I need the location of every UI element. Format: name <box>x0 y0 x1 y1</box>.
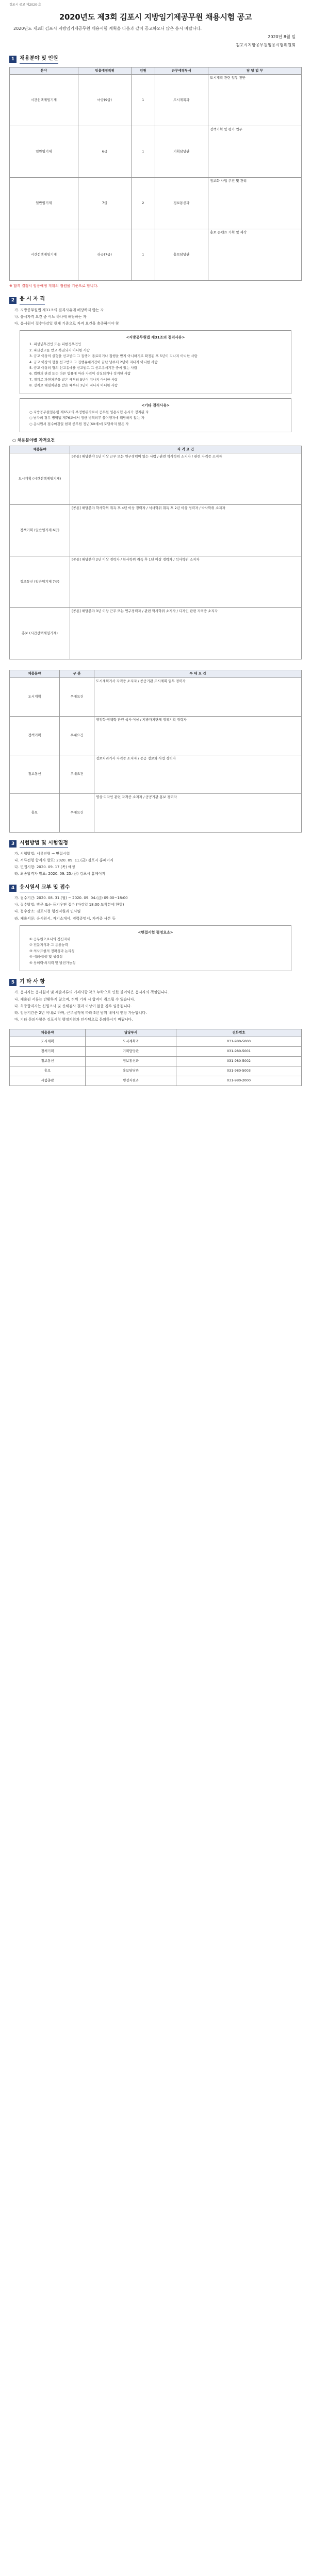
section-2-title: 응 시 자 격 <box>20 296 45 304</box>
cell: 일반임기제 <box>10 126 78 178</box>
box-title: <지방공무원법 제31조의 결격사유> <box>126 335 185 340</box>
cell: 도시계획과 <box>86 1037 176 1046</box>
cell: 홍보 (시간선택제임기제) <box>10 608 70 659</box>
s3-line: 다. 면접시험: 2020. 09. 17.(목) 예정 <box>14 865 75 870</box>
positions-table <box>9 67 302 281</box>
s4-line: 라. 제출서류: 응시원서, 자기소개서, 경력증명서, 자격증 사본 등 <box>14 916 116 921</box>
doc-date: 2020년 8월 일 <box>268 35 296 40</box>
s5-line: 가. 응시자는 응시원서 및 제출서류의 기재사항 착오·누락으로 인한 불이익은 응시자의 책임입니다. <box>14 990 169 995</box>
table-row <box>10 793 302 832</box>
th-pref: 우 대 요 건 <box>94 670 302 677</box>
requirements-caption: ○ 채용분야별 자격요건 <box>12 438 55 443</box>
cell: 라급(7급) <box>78 229 132 281</box>
table-row <box>10 229 302 281</box>
cell: 정책기획 <box>10 1046 86 1056</box>
th-position: 임용예정직위 <box>78 67 132 74</box>
box-line: ② 전문지식과 그 응용능력 <box>29 943 68 947</box>
th-pref-kind: 구 분 <box>60 670 94 677</box>
cell: 홍보 콘텐츠 기획 및 제작 <box>208 229 302 281</box>
section-4-title: 응시원서 교부 및 접수 <box>20 884 70 893</box>
cell: 정책기획 및 평가 업무 <box>208 126 302 178</box>
cell: 홍보 <box>10 793 60 832</box>
note-1: ※ 합격 결정시 임용예정 직위의 정원을 기준으로 합니다. <box>9 284 99 289</box>
section-4-head <box>9 884 302 893</box>
para-2: 나. 응시자격 요건 중 어느 하나에 해당하는 자 <box>14 314 87 319</box>
box-line: ○ 남자의 경우 병역법 제76조에서 정한 병역의무 불이행자에 해당하지 않는 자 <box>29 416 144 420</box>
cell: 1 <box>132 229 155 281</box>
table-row <box>10 178 302 229</box>
box-title: <기타 결격사유> <box>141 403 170 408</box>
cell: 기획담당관 <box>155 126 208 178</box>
box-line: ⑤ 창의력·의지력 및 발전가능성 <box>29 960 76 965</box>
table-row <box>10 1046 302 1056</box>
table-row <box>10 716 302 755</box>
cell: 시험총괄 <box>10 1076 86 1086</box>
section-5-title: 기 타 사 항 <box>20 978 45 987</box>
section-2-head <box>9 296 302 304</box>
s5-line: 다. 최종합격자는 신원조사 및 신체검사 결과 이상이 없을 경우 임용됩니다. <box>14 1004 132 1008</box>
box-line: ○ 응시원서 접수마감일 현재 공무원 정년(60세)에 도달하지 않은 자 <box>29 421 129 426</box>
cell: 홍보 <box>10 1066 86 1076</box>
cell: 031-980-5000 <box>176 1037 302 1046</box>
contact-table <box>9 1029 302 1086</box>
s3-line: 나. 서류전형 합격자 발표: 2020. 09. 11.(금) 김포시 홈페이지 <box>14 858 113 863</box>
disqualification-box <box>20 330 291 394</box>
section-1-number: 1 <box>9 56 17 63</box>
cell: 마급(9급) <box>78 75 132 126</box>
cell: 정책기획 <box>10 716 60 755</box>
cell: 정보통신 <box>10 1056 86 1066</box>
cell: 031-980-5003 <box>176 1066 302 1076</box>
doc-intro: 2020년도 제3회 김포시 지방임기제공무원 채용시험 계획을 다음과 같이 공고하오니 많은 응시 바랍니다. <box>13 26 202 31</box>
cell: 2 <box>132 178 155 229</box>
cell: 우대요건 <box>60 677 94 716</box>
box-line: ④ 예의·품행 및 성실성 <box>29 955 63 959</box>
cell: 우대요건 <box>60 793 94 832</box>
table-row <box>10 556 302 608</box>
cell: [공통] 해당분야 1년 이상 근무 또는 연구경력이 있는 사람 / 관련 학사학위 소지자 / 관련 자격증 소지자 <box>70 453 302 505</box>
box-line: ○ 지방공무원임용령 제65조의 부정행위자로서 공무원 임용시험 응시가 정지된 자 <box>29 410 149 414</box>
box-title: <면접시험 평정요소> <box>138 930 173 935</box>
cell: [공통] 해당분야 학사학위 취득 후 4년 이상 경력자 / 석사학위 취득 후 2년 이상 경력자 / 박사학위 소지자 <box>70 505 302 556</box>
th-contact-dept: 담당부서 <box>86 1029 176 1037</box>
cell: 정보통신과 <box>86 1056 176 1066</box>
table-row <box>10 126 302 178</box>
table-row <box>10 608 302 659</box>
cell: 시간선택제임기제 <box>10 229 78 281</box>
cell: 도시계획 관련 업무 전반 <box>208 75 302 126</box>
table-row <box>10 1066 302 1076</box>
cell: 행정학·정책학 관련 석사 이상 / 지방자치단체 정책기획 경력자 <box>94 716 302 755</box>
section-2-number: 2 <box>9 297 17 304</box>
table-row <box>10 677 302 716</box>
cell: 영상·디자인 관련 자격증 소지자 / 공공기관 홍보 경력자 <box>94 793 302 832</box>
cell: 정보처리기사 자격증 소지자 / 공공 정보화 사업 경력자 <box>94 755 302 793</box>
cell: 도시계획 <box>10 677 60 716</box>
para-1: 가. 지방공무원법 제31조의 결격사유에 해당하지 않는 자 <box>14 308 104 312</box>
s5-line: 라. 임용기간은 2년 이내로 하며, 근무실적에 따라 5년 범위 내에서 연장 가능합니다. <box>14 1010 147 1015</box>
cell: 도시계획과 <box>155 75 208 126</box>
preference-table <box>9 670 302 832</box>
table-row <box>10 505 302 556</box>
s4-line: 나. 접수방법: 방문 또는 등기우편 접수 (마감일 18:00 도착분에 한함) <box>14 903 124 907</box>
s4-line: 가. 접수기간: 2020. 08. 31.(월) ~ 2020. 09. 04.(금) 09:00~18:00 <box>14 896 128 901</box>
s3-line: 가. 시험방법: 서류전형 → 면접시험 <box>14 852 70 856</box>
cell: 홍보담당관 <box>86 1066 176 1076</box>
th-count: 인원 <box>132 67 155 74</box>
cell: 6급 <box>78 126 132 178</box>
requirements-table <box>9 446 302 659</box>
box-line: 5. 금고 이상의 형의 선고유예를 선고받고 그 선고유예기간 중에 있는 사람 <box>29 366 137 370</box>
box-line: ① 공무원으로서의 정신자세 <box>29 937 71 941</box>
doc-title: 2020년도 제3회 김포시 지방임기제공무원 채용시험 공고 <box>59 12 252 22</box>
cell: 우대요건 <box>60 716 94 755</box>
cell: 일반임기제 <box>10 178 78 229</box>
s5-line: 나. 제출된 서류는 반환하지 않으며, 허위 기재 시 합격이 취소될 수 있습니다. <box>14 997 136 1002</box>
box-line: 6. 법원의 판결 또는 다른 법률에 따라 자격이 상실되거나 정지된 사람 <box>29 371 131 376</box>
table-row <box>10 1076 302 1086</box>
s5-line: 마. 기타 문의사항은 김포시청 행정지원과 인사팀으로 문의하시기 바랍니다. <box>14 1018 133 1022</box>
section-5-head <box>9 978 302 987</box>
th-field: 분야 <box>10 67 78 74</box>
box-line: 3. 금고 이상의 실형을 선고받고 그 집행이 종료되거나 집행을 받지 아니하기로 확정된 후 5년이 지나지 아니한 사람 <box>29 354 198 359</box>
other-disqualification-box <box>20 398 291 432</box>
box-line: 8. 징계로 해임처분을 받은 때부터 3년이 지나지 아니한 사람 <box>29 383 118 388</box>
table-row <box>10 755 302 793</box>
th-contact-tel: 전화번호 <box>176 1029 302 1037</box>
cell: 도시계획기사 자격증 소지자 / 공공기관 도시계획 업무 경력자 <box>94 677 302 716</box>
cell: 정보화 사업 추진 및 관리 <box>208 178 302 229</box>
cell: 정보통신 <box>10 755 60 793</box>
cell: 홍보담당관 <box>155 229 208 281</box>
cell: 정보통신 (일반임기제 7급) <box>10 556 70 608</box>
doc-header: 김포시 공고 제2020-호 <box>9 3 41 7</box>
box-line: 7. 징계로 파면처분을 받은 때부터 5년이 지나지 아니한 사람 <box>29 377 118 382</box>
cell: 도시계획 <box>10 1037 86 1046</box>
th-dept: 근무예정부서 <box>155 67 208 74</box>
cell: 031-980-5002 <box>176 1056 302 1066</box>
cell: 7급 <box>78 178 132 229</box>
cell: 시간선택제임기제 <box>10 75 78 126</box>
table-row <box>10 1056 302 1066</box>
s3-line: 라. 최종합격자 발표: 2020. 09. 25.(금) 김포시 홈페이지 <box>14 872 106 876</box>
cell: 정보통신과 <box>155 178 208 229</box>
section-3-head <box>9 840 302 849</box>
cell: [공통] 해당분야 2년 이상 경력자 / 학사학위 취득 후 1년 이상 경력자 / 석사학위 소지자 <box>70 556 302 608</box>
th-contact-field: 채용분야 <box>10 1029 86 1037</box>
cell: [공통] 해당분야 3년 이상 근무 또는 연구경력자 / 관련 학사학위 소지자 / 디자인 관련 자격증 소지자 <box>70 608 302 659</box>
cell: 도시계획 (시간선택제임기제) <box>10 453 70 505</box>
s4-line: 다. 접수장소: 김포시청 행정지원과 인사팀 <box>14 909 81 914</box>
table-row <box>10 75 302 126</box>
th-req-field: 채용분야 <box>10 446 70 453</box>
th-req: 자 격 요 건 <box>70 446 302 453</box>
box-line: 1. 피성년후견인 또는 피한정후견인 <box>29 342 81 347</box>
section-5-number: 5 <box>9 979 17 986</box>
interview-box <box>20 925 291 971</box>
section-4-number: 4 <box>9 885 17 892</box>
box-line: ③ 의사표현의 정확성과 논리성 <box>29 948 75 953</box>
section-1-title: 채용분야 및 인원 <box>20 55 58 64</box>
cell: 기획담당관 <box>86 1046 176 1056</box>
section-3-number: 3 <box>9 840 17 848</box>
box-line: 4. 금고 이상의 형을 선고받고 그 집행유예기간이 끝난 날부터 2년이 지나지 아니한 사람 <box>29 360 158 364</box>
para-3: 다. 응시원서 접수마감일 현재 기준으로 자격 요건을 충족하여야 함 <box>14 321 119 326</box>
cell: 031-980-2000 <box>176 1076 302 1086</box>
th-duty: 담 당 업 무 <box>208 67 302 74</box>
section-3-title: 시험방법 및 시험일정 <box>20 840 68 849</box>
table-row <box>10 453 302 505</box>
th-pref-field: 채용분야 <box>10 670 60 677</box>
section-1-head <box>9 55 302 64</box>
cell: 정책기획 (일반임기제 6급) <box>10 505 70 556</box>
cell: 1 <box>132 126 155 178</box>
box-line: 2. 파산선고를 받고 복권되지 아니한 사람 <box>29 348 90 352</box>
cell: 1 <box>132 75 155 126</box>
cell: 우대요건 <box>60 755 94 793</box>
doc-signer: 김포시지방공무원임용시험위원회 <box>236 42 296 47</box>
table-row <box>10 1037 302 1046</box>
cell: 행정지원과 <box>86 1076 176 1086</box>
cell: 031-980-5001 <box>176 1046 302 1056</box>
